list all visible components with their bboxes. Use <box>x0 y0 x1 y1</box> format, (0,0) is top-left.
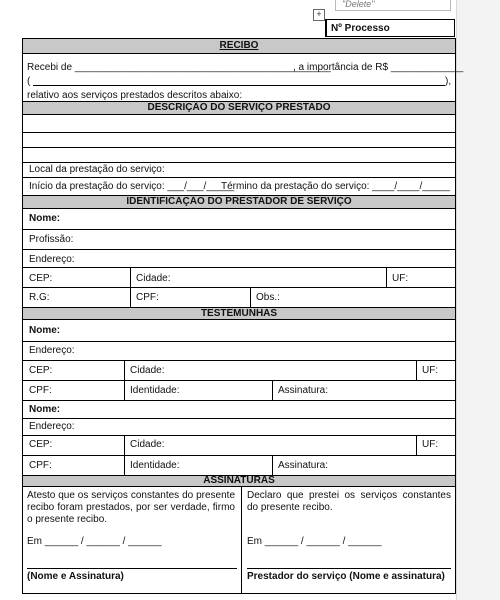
left-date-field[interactable]: Em ______ / ______ / ______ <box>27 536 162 547</box>
declaration-text: Declaro que prestei os serviços constantes do presente recibo. <box>247 490 451 513</box>
provider-address-label: Endereço: <box>29 254 75 265</box>
provider-name-label: Nome: <box>29 213 61 224</box>
description-line[interactable] <box>23 162 455 163</box>
row-divider <box>23 287 455 288</box>
service-location-label: Local da prestação do serviço: <box>29 164 165 175</box>
provider-city-label: Cidade: <box>136 273 171 284</box>
right-signature-caption: Prestador do serviço (Nome e assinatura) <box>247 571 445 582</box>
witnesses-title: TESTEMUNHAS <box>200 308 278 319</box>
witness2-cep-label: CEP: <box>29 439 53 450</box>
witness2-signature-label: Assinatura: <box>278 460 329 471</box>
signatures-title: ASSINATURAS <box>203 475 275 486</box>
provider-uf-label: UF: <box>392 273 409 284</box>
signature-column-divider <box>241 487 242 593</box>
provider-profession-label: Profissão: <box>29 234 74 245</box>
witness1-signature-label: Assinatura: <box>278 385 329 396</box>
row-divider <box>23 418 455 419</box>
row-divider <box>23 341 455 342</box>
receipt-title-bar <box>23 39 455 54</box>
service-description-bar <box>23 101 455 115</box>
witness1-city-label: Cidade: <box>130 365 165 376</box>
left-signature-line[interactable] <box>27 568 237 569</box>
cell-divider <box>272 380 273 400</box>
row-divider <box>23 229 455 230</box>
witness2-address-label: Endereço: <box>29 421 75 432</box>
provider-identification-title: IDENTIFICAÇÃO DO PRESTADOR DE SERVIÇO <box>126 196 352 207</box>
amount-words-open: ( <box>27 76 31 87</box>
process-number-field[interactable]: Nº Processo <box>325 19 455 37</box>
provider-rg-label: R.G: <box>29 292 50 303</box>
attestation-text: Atesto que os serviços constantes do presente recibo foram prestados, por ser verdade, firmo o presente recibo. <box>27 490 235 525</box>
amount-line[interactable]: , a importância de R$ _____________ <box>293 62 464 73</box>
cell-divider <box>416 360 417 380</box>
related-services-text: relativo aos serviços prestados descritos abaixo: <box>27 90 243 101</box>
signatures-bar <box>23 475 455 487</box>
right-signature-line[interactable] <box>247 568 451 569</box>
witnesses-bar <box>23 307 455 320</box>
witness2-uf-label: UF: <box>422 439 439 450</box>
receipt-form <box>22 38 464 594</box>
track-changes-delete-balloon[interactable]: "Delete" <box>335 0 451 11</box>
witness2-city-label: Cidade: <box>130 439 165 450</box>
amount-words-line[interactable] <box>33 85 445 86</box>
service-description-title: DESCRIÇÃO DO SERVIÇO PRESTADO <box>147 102 331 113</box>
provider-obs-label: Obs.: <box>256 292 280 303</box>
witness1-cep-label: CEP: <box>29 365 53 376</box>
table-move-handle-icon[interactable]: + <box>313 9 325 21</box>
received-from-line[interactable]: Recebi de ______________________________________________ <box>27 62 331 73</box>
row-divider <box>23 455 455 456</box>
witness1-identity-label: Identidade: <box>130 385 180 396</box>
witness1-address-label: Endereço: <box>29 345 75 356</box>
row-divider <box>23 249 455 250</box>
provider-cep-label: CEP: <box>29 273 53 284</box>
provider-identification-bar <box>23 195 455 209</box>
cell-divider <box>386 267 387 287</box>
service-start-field[interactable]: Início da prestação do serviço: ___/___/_____ <box>29 181 235 192</box>
row-divider <box>23 267 455 268</box>
witness2-name-label: Nome: <box>29 404 61 415</box>
provider-cpf-label: CPF: <box>136 292 159 303</box>
witness2-identity-label: Identidade: <box>130 460 180 471</box>
service-end-field[interactable]: Término da prestação do serviço: ____/____/_____ <box>221 181 451 192</box>
right-margin-gutter <box>456 0 500 600</box>
row-divider <box>23 435 455 436</box>
witness1-cpf-label: CPF: <box>29 385 52 396</box>
right-date-field[interactable]: Em ______ / ______ / ______ <box>247 536 382 547</box>
witness2-cpf-label: CPF: <box>29 460 52 471</box>
amount-words-close: ), <box>445 76 452 87</box>
row-divider <box>23 360 455 361</box>
description-line[interactable] <box>23 132 455 133</box>
receipt-title: RECIBO <box>219 40 259 51</box>
row-divider <box>23 400 455 401</box>
cell-divider <box>250 287 251 307</box>
cell-divider <box>272 455 273 475</box>
row-divider <box>23 380 455 381</box>
cell-divider <box>416 435 417 455</box>
row-divider <box>23 177 455 178</box>
description-line[interactable] <box>23 147 455 148</box>
witness1-uf-label: UF: <box>422 365 439 376</box>
witness1-name-label: Nome: <box>29 325 61 336</box>
left-signature-caption: (Nome e Assinatura) <box>27 571 124 582</box>
